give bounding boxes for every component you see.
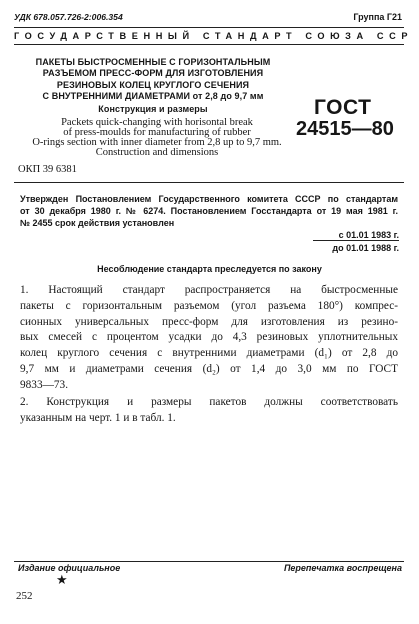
- english-title-line-2: of press-moulds for manufacturing of rubber: [63, 127, 251, 138]
- header-rule-top: [14, 27, 404, 28]
- footer-rule: [14, 561, 404, 562]
- paragraph-1: [20, 283, 398, 394]
- header-rule-bottom: [14, 44, 404, 45]
- approval-line-3: № 2455 срок действия установлен: [20, 218, 175, 228]
- paragraph-1-line-5: колец круглого сечения с внутренними диаметрами (d₁) от 2,8 до: [20, 347, 398, 360]
- paragraph-1-line-1: 1. Настоящий стандарт распространяется на быстросменные: [20, 284, 398, 296]
- effective-from-date: с 01.01 1983 г.: [338, 230, 399, 240]
- title-line-2: РАЗЪЕМОМ ПРЕСС-ФОРМ ДЛЯ ИЗГОТОВЛЕНИЯ: [42, 68, 264, 78]
- page-number: 252: [16, 590, 33, 602]
- udc-code: УДК 678.057.726-2:006.354: [14, 12, 123, 22]
- effective-to-date: до 01.01 1988 г.: [332, 243, 399, 253]
- title-line-4: С ВНУТРЕННИМИ ДИАМЕТРАМИ от 2,8 до 9,7 мм: [42, 91, 264, 101]
- gost-number: 24515—80: [296, 118, 394, 140]
- paragraph-1-line-7: 9833—73.: [20, 378, 69, 391]
- approval-line-2: от 30 декабря 1980 г. № 6274. Постановлением Госстандарта от 19 мая 1981 г.: [20, 206, 398, 216]
- official-edition: Издание официальное: [18, 563, 121, 573]
- title-rule: [14, 182, 404, 183]
- date-divider: [313, 240, 399, 241]
- star-icon: ★: [56, 573, 68, 588]
- paragraph-2-line-1: 2. Конструкция и размеры пакетов должны соответствовать: [20, 396, 398, 408]
- title-line-3: РЕЗИНОВЫХ КОЛЕЦ КРУГЛОГО СЕЧЕНИЯ: [56, 80, 250, 90]
- paragraph-1-line-3: сионных универсальных пресс-форм для изготовления из резино-: [20, 315, 398, 328]
- english-title-line-3: O-rings section with inner diameter from 2,8 up to 9,7 mm.: [32, 137, 282, 148]
- approval-line-1: Утвержден Постановлением Государственного комитета СССР по стандартам: [20, 194, 398, 204]
- paragraph-2: [20, 395, 398, 427]
- law-notice: Несоблюдение стандарта преследуется по закону: [97, 264, 322, 274]
- paragraph-1-line-2: пакеты с горизонтальным разъемом (угол разъема 180°) компрес-: [20, 299, 398, 312]
- group-code: Группа Г21: [353, 12, 402, 22]
- title-subtitle: Конструкция и размеры: [98, 104, 208, 114]
- reprint-prohibited: Перепечатка воспрещена: [283, 563, 402, 573]
- paragraph-1-line-4: вых смесей с процентом усадки до 4,3 резиновых уплотнительных: [20, 331, 398, 344]
- okp-code: ОКП 39 6381: [18, 164, 77, 175]
- paragraph-1-line-6: 9,7 мм и диаметрами сечения (d₂) от 1,4 до 3,0 мм по ГОСТ: [20, 362, 398, 375]
- gost-label: ГОСТ: [314, 96, 372, 119]
- english-title-line-1: Packets quick-changing with horisontal break: [61, 117, 253, 128]
- paragraph-2-line-2: указанным на черт. 1 и в табл. 1.: [20, 411, 176, 424]
- title-line-1: ПАКЕТЫ БЫСТРОСМЕННЫЕ С ГОРИЗОНТАЛЬНЫМ: [35, 57, 271, 67]
- english-title-line-4: Construction and dimensions: [95, 147, 219, 158]
- state-standard-line: ГОСУДАРСТВЕННЫЙ СТАНДАРТ СОЮЗА ССР: [14, 31, 414, 41]
